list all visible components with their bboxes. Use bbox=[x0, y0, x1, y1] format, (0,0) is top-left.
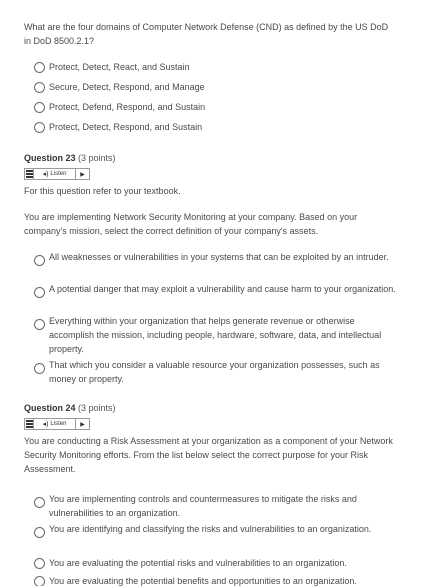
radio-button[interactable] bbox=[34, 319, 45, 330]
radio-button[interactable] bbox=[34, 62, 45, 73]
q23-option-3[interactable] bbox=[34, 314, 396, 358]
option-label: Secure, Detect, Respond, and Manage bbox=[49, 82, 205, 92]
option-label: A potential danger that may exploit a vulnerability and cause harm to your organization. bbox=[49, 284, 396, 294]
question-points: (3 points) bbox=[78, 403, 116, 413]
radio-button[interactable] bbox=[34, 122, 45, 133]
q24-option-1[interactable] bbox=[34, 492, 396, 522]
question-24-header bbox=[24, 402, 396, 414]
option-label: You are identifying and classifying the risks and vulnerabilities to an organization. bbox=[49, 524, 372, 534]
option-label: Protect, Detect, Respond, and Sustain bbox=[49, 122, 203, 132]
radio-button[interactable] bbox=[34, 576, 45, 586]
radio-button[interactable] bbox=[34, 363, 45, 374]
q23-option-1[interactable] bbox=[34, 250, 396, 282]
question-title: Question 23 bbox=[24, 153, 76, 163]
listen-label: Listen bbox=[50, 171, 67, 177]
menu-icon[interactable] bbox=[25, 419, 34, 429]
radio-button[interactable] bbox=[34, 255, 45, 266]
option-label: You are evaluating the potential risks and vulnerabilities to an organization. bbox=[49, 558, 347, 568]
option-label: You are evaluating the potential benefits and opportunities to an organization. bbox=[49, 576, 357, 586]
listen-label: Listen bbox=[50, 421, 67, 427]
question-22 bbox=[24, 20, 396, 140]
question-22-prompt: What are the four domains of Computer Network Defense (CND) as defined by the US DoD in DoD 8500.2.1? bbox=[24, 22, 389, 46]
speaker-icon: ◂) bbox=[42, 421, 49, 428]
radio-button[interactable] bbox=[34, 102, 45, 113]
option-label: That which you consider a valuable resource your organization possesses, such as money or property. bbox=[49, 360, 380, 384]
question-24 bbox=[24, 402, 396, 586]
option-label: Protect, Detect, React, and Sustain bbox=[49, 62, 190, 72]
question-23-note: For this question refer to your textbook. bbox=[24, 186, 181, 196]
q22-option-4[interactable] bbox=[34, 120, 396, 140]
q24-option-2[interactable] bbox=[34, 522, 396, 556]
listen-toolbar bbox=[24, 418, 90, 430]
option-label: Protect, Defend, Respond, and Sustain bbox=[49, 102, 206, 112]
option-label: You are implementing controls and countermeasures to mitigate the risks and vulnerabilities to an organization. bbox=[49, 494, 357, 518]
radio-button[interactable] bbox=[34, 82, 45, 93]
radio-button[interactable] bbox=[34, 497, 45, 508]
menu-icon[interactable] bbox=[25, 169, 34, 179]
listen-toolbar bbox=[24, 168, 90, 180]
question-23 bbox=[24, 152, 396, 390]
q22-option-3[interactable] bbox=[34, 100, 396, 120]
question-23-header bbox=[24, 152, 396, 164]
q23-option-4[interactable] bbox=[34, 358, 396, 390]
radio-button[interactable] bbox=[34, 287, 45, 298]
question-points: (3 points) bbox=[78, 153, 116, 163]
option-label: All weaknesses or vulnerabilities in your systems that can be exploited by an intruder. bbox=[49, 252, 389, 262]
play-icon[interactable]: ▶ bbox=[80, 421, 85, 428]
question-23-prompt: You are implementing Network Security Monitoring at your company. Based on your company's mission, select the correct definition of your company's assets. bbox=[24, 212, 358, 236]
q24-option-3[interactable] bbox=[34, 556, 396, 574]
play-icon[interactable]: ▶ bbox=[80, 171, 85, 178]
q23-option-2[interactable] bbox=[34, 282, 396, 314]
radio-button[interactable] bbox=[34, 558, 45, 569]
q22-option-1[interactable] bbox=[34, 60, 396, 80]
listen-button[interactable] bbox=[34, 419, 76, 429]
option-label: Everything within your organization that helps generate revenue or otherwise accomplish the mission, including people, hardware, software, data, and intellectual property. bbox=[49, 316, 382, 354]
radio-button[interactable] bbox=[34, 527, 45, 538]
listen-button[interactable] bbox=[34, 169, 76, 179]
q24-option-4[interactable] bbox=[34, 574, 396, 586]
speaker-icon: ◂) bbox=[42, 171, 49, 178]
question-title: Question 24 bbox=[24, 403, 76, 413]
q22-option-2[interactable] bbox=[34, 80, 396, 100]
question-24-prompt: You are conducting a Risk Assessment at your organization as a component of your Network Security Monitoring efforts. From the list below select the correct purpose for your Risk Assessment. bbox=[24, 436, 393, 474]
